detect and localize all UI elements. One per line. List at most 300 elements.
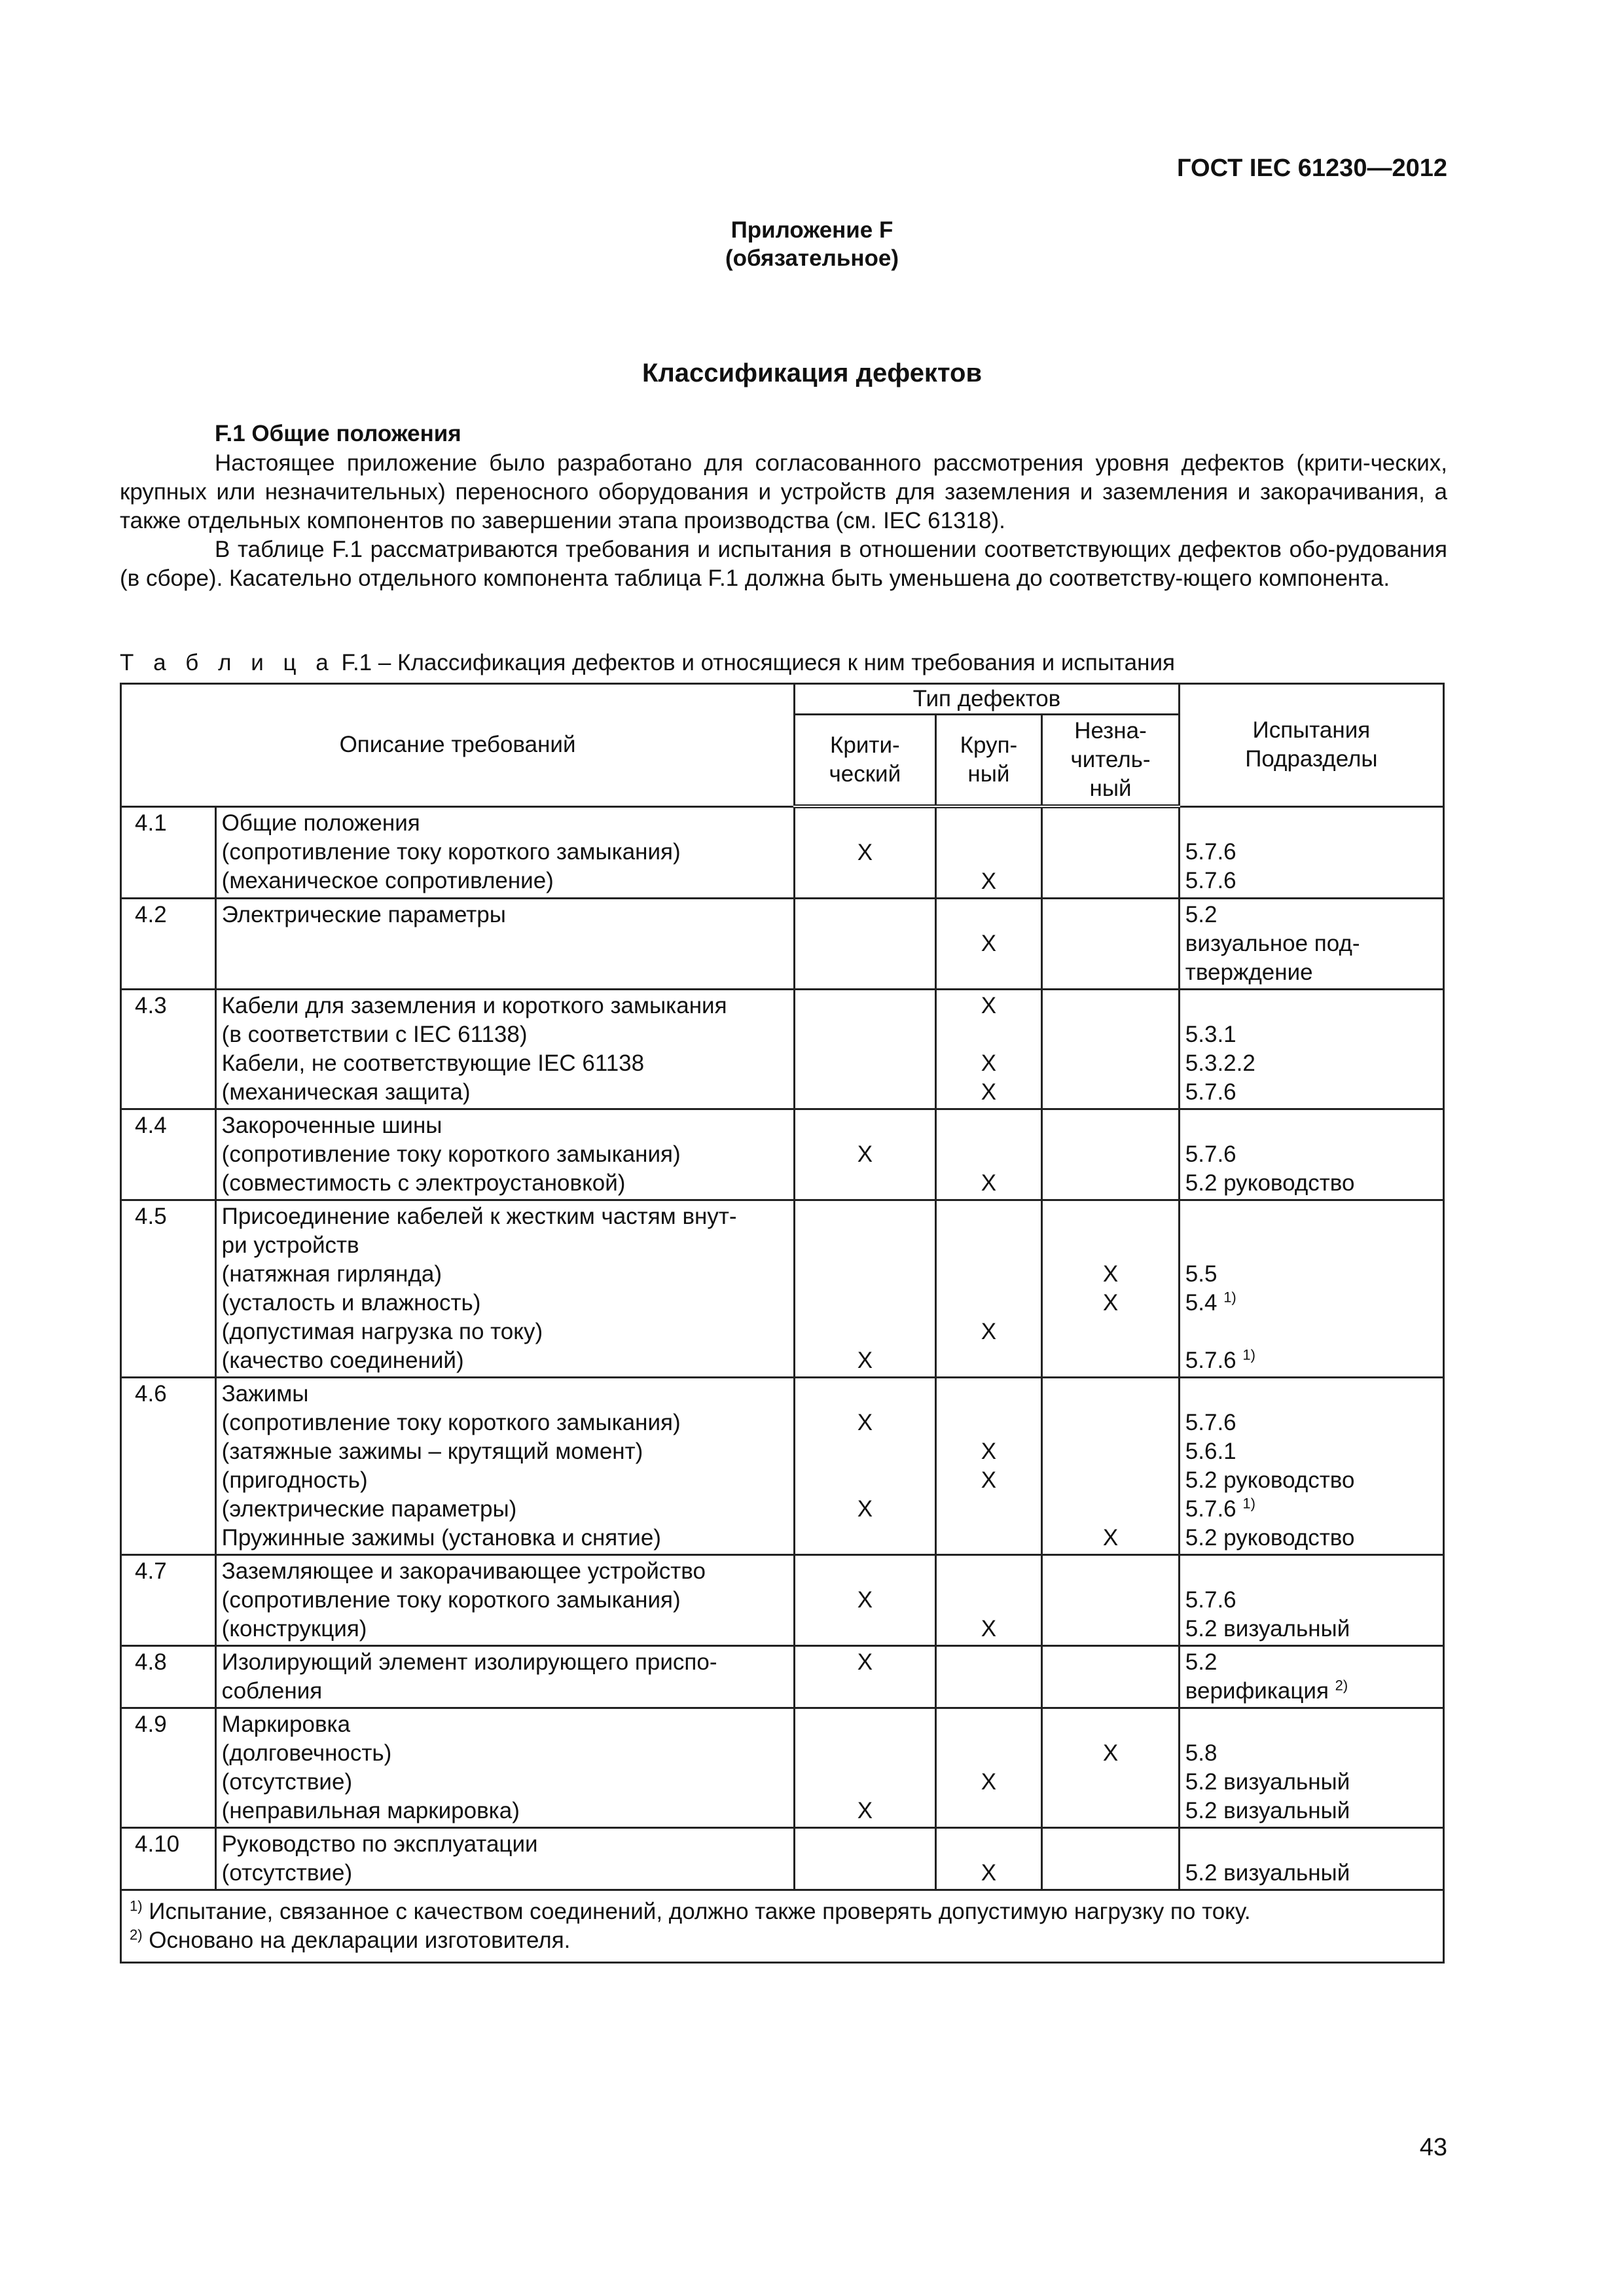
header-minor [1042,715,1180,807]
defect-crit-cell [795,1646,936,1708]
test-line [1185,1830,1437,1859]
defect-minor-cell [1042,1378,1180,1555]
defect-mark: X [981,931,997,956]
row-description [215,1109,794,1200]
table-row [121,990,1444,1109]
test-line [1185,1260,1437,1289]
row-number-text: 4.6 [135,1381,167,1407]
test-line [1185,1202,1437,1231]
row-description [215,806,794,899]
defect-crit-cell [795,1708,936,1828]
defect-mark [1048,1346,1173,1375]
description-line: (сопротивление току короткого замыкания) [221,1587,681,1613]
defect-mark [801,1078,929,1107]
defect-crit-cell [795,1109,936,1200]
description-line: (в соответствии с IEC 61138) [221,1022,528,1047]
defect-mark [1048,1768,1173,1797]
defect-mark [942,1020,1036,1049]
description-line: (допустимая нагрузка по току) [221,1319,543,1344]
table-row [121,1555,1444,1646]
footnote-ref: 1) [1242,1346,1255,1363]
defect-mark [1048,1615,1173,1643]
row-tests [1179,990,1443,1109]
defect-mark [1048,1495,1173,1524]
row-number-text: 4.10 [135,1831,180,1857]
description-line: (механическое сопротивление) [221,867,554,893]
row-description [215,1708,794,1828]
defect-mark [801,867,929,896]
footnote-text: Испытание, связанное с качеством соединений, должно также проверять допустимую нагрузку по току. [142,1899,1251,1924]
row-tests [1179,899,1443,990]
defect-mark [801,1557,929,1586]
defects-table [120,683,1445,1964]
test-line [1185,1078,1437,1107]
page-title: Классификация дефектов [641,359,983,387]
description-line: (сопротивление току короткого замыкания) [221,838,681,865]
defect-mark: X [981,1319,997,1344]
defect-mark [801,929,929,958]
row-description [215,1378,794,1555]
defect-mark [1048,1466,1173,1495]
test-line [1185,1318,1437,1346]
test-text: 5.7.6 [1185,1079,1236,1105]
header-description: Описание требований [121,684,795,807]
defect-mark [942,1289,1036,1318]
defect-mark: X [981,869,997,894]
defect-mark [801,958,929,987]
test-text: 5.7.6 [1185,1410,1236,1435]
test-line [1185,809,1437,838]
defect-mark [1048,1049,1173,1078]
table-caption-prefix: Т а б л и ц а [120,650,335,675]
defect-mark [801,1231,929,1260]
defect-crit-cell [795,1828,936,1890]
test-line [1185,1049,1437,1078]
defect-mark [942,838,1036,867]
footnote-ref: 1) [1242,1495,1255,1512]
test-line [1185,1495,1437,1524]
description-line [222,958,788,987]
test-text: 5.2 руководство [1185,1170,1355,1196]
description-line: Маркировка [221,1712,351,1737]
test-text: 5.7.6 [1185,1496,1236,1522]
test-text: 5.2 визуальный [1185,1860,1350,1886]
description-line: (отсутствие) [221,1860,353,1886]
description-line: (сопротивление току короткого замыкания) [221,1141,681,1167]
test-text: 5.3.1 [1185,1022,1236,1047]
header-defect-type: Тип дефектов [795,684,1180,715]
description-line: собления [221,1678,323,1704]
test-line [1185,1289,1437,1318]
defect-mark [801,1859,929,1888]
defect-mark [942,1231,1036,1260]
row-description [215,990,794,1109]
defect-minor-cell [1042,1708,1180,1828]
defect-mark [942,1380,1036,1408]
defect-crit-cell [795,899,936,990]
header-major-text: Круп-ный [960,732,1018,787]
description-line: (усталость и влажность) [221,1290,481,1316]
defect-crit-cell [795,1555,936,1646]
row-tests [1179,1828,1443,1890]
defect-mark [801,992,929,1020]
test-line [1185,1380,1437,1408]
description-line: Кабели для заземления и короткого замыкания [221,993,727,1018]
defect-mark [942,1202,1036,1231]
test-text: 5.3.2.2 [1185,1050,1255,1076]
footnote [130,1926,1435,1955]
table-row [121,1378,1444,1555]
defect-mark [801,1739,929,1768]
defect-mark [942,1739,1036,1768]
description-line: Руководство по эксплуатации [221,1831,538,1857]
description-line: Электрические параметры [221,902,506,927]
test-text: 5.7.6 [1185,1141,1236,1167]
defect-major-cell [935,990,1042,1109]
test-line [1185,1169,1437,1198]
paragraph-2-text: В таблице F.1 рассматриваются требования и испытания в отношении соответствующих дефектов обо-рудования (в сборе). Касательно отдельного компонента таблица F.1 должна быть уменьшена до соответству-ющего компонента. [120,537,1447,591]
footnote [130,1897,1435,1926]
table-row [121,1828,1444,1890]
row-number-text: 4.5 [135,1204,167,1229]
table-row [121,899,1444,990]
defect-mark: X [981,1079,997,1105]
defect-mark [942,1495,1036,1524]
test-line [1185,1466,1437,1495]
row-number [121,1828,216,1890]
defect-mark [801,1020,929,1049]
defect-mark: X [857,1410,873,1435]
test-line [1185,1615,1437,1643]
defect-major-cell [935,1708,1042,1828]
test-text: 5.2 руководство [1185,1525,1355,1551]
description-line: (качество соединений) [221,1348,464,1373]
test-text: 5.2 визуальный [1185,1798,1350,1823]
table-row [121,1708,1444,1828]
description-line: Общие положения [221,810,420,836]
defect-mark [942,1346,1036,1375]
description-line: Заземляющее и закорачивающее устройство [221,1558,706,1584]
defect-mark [942,958,1036,987]
document-code: ГОСТ IEC 61230—2012 [1177,154,1447,182]
defect-mark [942,1524,1036,1552]
table-caption [120,650,1175,676]
test-line [1185,901,1437,929]
test-text: 5.8 [1185,1740,1218,1766]
row-description [215,1200,794,1378]
row-number-text: 4.7 [135,1558,167,1584]
defect-mark [801,810,929,838]
description-line: (отсутствие) [221,1769,353,1795]
row-description [215,899,794,990]
appendix-status: (обязательное) [725,245,899,271]
row-number [121,1109,216,1200]
test-line [1185,1677,1437,1706]
defect-mark: X [857,1141,873,1167]
defect-mark [1048,958,1173,987]
defect-mark [801,1437,929,1466]
description-line: (сопротивление току короткого замыкания) [221,1410,681,1435]
defect-mark [1048,1020,1173,1049]
description-line: (конструкция) [221,1616,367,1641]
defect-mark [1048,1859,1173,1888]
table-row [121,806,1444,899]
test-text: 5.2 визуальный [1185,1769,1350,1795]
defect-mark [942,1830,1036,1859]
footnotes-row [121,1890,1444,1963]
page-number: 43 [1419,2134,1447,2161]
test-line [1185,1140,1437,1169]
test-line [1185,1524,1437,1552]
paragraph-1 [120,449,1447,535]
description-line: (долговечность) [221,1740,392,1766]
defect-mark [801,1830,929,1859]
defect-mark [1048,1710,1173,1739]
defect-major-cell [935,806,1042,899]
test-text: 5.7.6 [1185,1348,1236,1373]
row-tests [1179,1646,1443,1708]
defect-mark: X [981,1467,997,1493]
defect-crit-cell [795,1378,936,1555]
description-line [222,929,788,958]
test-line [1185,1768,1437,1797]
defect-mark [1048,1437,1173,1466]
description-line: (электрические параметры) [221,1496,517,1522]
row-number [121,1708,216,1828]
defect-minor-cell [1042,1646,1180,1708]
row-number [121,806,216,899]
defect-mark [942,1140,1036,1169]
description-line: Изолирующий элемент изолирующего приспо- [221,1649,717,1675]
defect-mark [942,1111,1036,1140]
defect-mark [1048,867,1173,896]
row-number [121,899,216,990]
defect-mark [1048,838,1173,867]
footnote-ref: 1) [1223,1289,1236,1306]
defect-mark [942,1586,1036,1615]
test-line [1185,1586,1437,1615]
defect-mark [1048,1169,1173,1198]
defect-crit-cell [795,806,936,899]
defect-mark [1048,1111,1173,1140]
defect-crit-cell [795,1200,936,1378]
description-line: Присоединение кабелей к жестким частям внут- [221,1204,737,1229]
defect-mark [1048,1408,1173,1437]
defect-minor-cell [1042,1555,1180,1646]
defect-mark: X [981,1860,997,1886]
defect-mark: X [981,1050,997,1076]
test-text: 5.6.1 [1185,1439,1236,1464]
row-description [215,1555,794,1646]
description-line: (затяжные зажимы – крутящий момент) [221,1439,643,1464]
defect-mark [801,1260,929,1289]
defect-mark [942,1797,1036,1825]
test-text: 5.2 руководство [1185,1467,1355,1493]
test-text: 5.2 визуальный [1185,1616,1350,1641]
defect-mark [801,1466,929,1495]
test-line [1185,1557,1437,1586]
row-number-text: 4.4 [135,1113,167,1138]
description-line: (совместимость с электроустановкой) [221,1170,626,1196]
defect-mark: X [981,1769,997,1795]
header-critical [795,715,936,807]
defect-mark: X [1102,1740,1119,1766]
defect-mark [942,1260,1036,1289]
defect-mark: X [857,1649,873,1675]
test-line [1185,1710,1437,1739]
row-number [121,990,216,1109]
test-line [1185,1648,1437,1677]
defect-mark [801,1768,929,1797]
defect-minor-cell [1042,899,1180,990]
defect-mark [1048,1231,1173,1260]
description-line: ри устройств [221,1232,359,1258]
test-line [1185,1797,1437,1825]
header-tests [1179,684,1443,807]
defect-mark: X [857,1587,873,1613]
defect-mark: X [857,1496,873,1522]
test-text: верификация [1185,1678,1329,1704]
defect-mark [801,1202,929,1231]
test-line [1185,1020,1437,1049]
defect-minor-cell [1042,1109,1180,1200]
defect-mark: X [981,1616,997,1641]
test-line [1185,992,1437,1020]
defect-mark [801,1524,929,1552]
footnote-text: Основано на декларации изготовителя. [142,1928,571,1953]
description-line: Закороченные шины [221,1113,442,1138]
row-number-text: 4.3 [135,993,167,1018]
defect-mark [801,1710,929,1739]
row-description [215,1646,794,1708]
paragraph-2 [120,535,1447,593]
row-description [215,1828,794,1890]
row-number [121,1378,216,1555]
defect-minor-cell [1042,806,1180,899]
section-heading: F.1 Общие положения [215,421,461,446]
description-line: Кабели, не соответствующие IEC 61138 [221,1050,645,1076]
row-tests [1179,1378,1443,1555]
test-text: 5.7.6 [1185,1587,1236,1613]
table-caption-text: F.1 – Классификация дефектов и относящиеся к ним требования и испытания [334,650,1175,675]
test-line [1185,1111,1437,1140]
header-major [935,715,1042,807]
defect-mark [1048,1648,1173,1677]
row-number-text: 4.1 [135,810,167,836]
defect-mark: X [1102,1525,1119,1551]
header-critical-text: Крити-ческий [829,732,901,787]
test-line [1185,1739,1437,1768]
defect-mark [1048,1677,1173,1706]
defect-mark: X [981,1439,997,1464]
defect-major-cell [935,1646,1042,1708]
defect-mark [801,1289,929,1318]
defect-crit-cell [795,990,936,1109]
defect-mark [1048,1380,1173,1408]
defect-mark [1048,1318,1173,1346]
defect-mark: X [981,993,997,1018]
defect-mark: X [857,1348,873,1373]
defect-mark [801,1380,929,1408]
test-text: 5.2 [1185,1649,1218,1675]
defect-major-cell [935,1200,1042,1378]
defect-mark [801,901,929,929]
defect-minor-cell [1042,1828,1180,1890]
footnote-mark: 1) [130,1897,143,1914]
defect-minor-cell [1042,990,1180,1109]
test-line [1185,1408,1437,1437]
test-line [1185,958,1437,987]
defect-mark [801,1615,929,1643]
test-text: 5.5 [1185,1261,1218,1287]
row-tests [1179,1200,1443,1378]
footnote-mark: 2) [130,1926,143,1943]
footnote-ref: 2) [1335,1677,1348,1694]
defect-mark: X [981,1170,997,1196]
test-line [1185,1437,1437,1466]
defect-mark [801,1169,929,1198]
defect-major-cell [935,1828,1042,1890]
row-number-text: 4.9 [135,1712,167,1737]
table-row [121,1200,1444,1378]
defect-mark [801,1049,929,1078]
description-line: Зажимы [221,1381,309,1407]
defect-major-cell [935,899,1042,990]
test-line [1185,929,1437,958]
test-line [1185,1231,1437,1260]
defect-mark [942,1677,1036,1706]
defect-mark [801,1677,929,1706]
test-text: тверждение [1185,960,1313,985]
test-text: 5.2 [1185,902,1218,927]
defect-major-cell [935,1555,1042,1646]
defect-mark: X [857,840,873,865]
defect-mark [942,810,1036,838]
defect-major-cell [935,1109,1042,1200]
row-tests [1179,1109,1443,1200]
defect-mark [1048,992,1173,1020]
defect-mark [1048,810,1173,838]
description-line: (натяжная гирлянда) [221,1261,442,1287]
defect-mark: X [1102,1261,1119,1287]
defect-mark [801,1318,929,1346]
defect-mark [801,1111,929,1140]
defect-minor-cell [1042,1200,1180,1378]
defect-mark [942,1648,1036,1677]
defect-mark [1048,929,1173,958]
test-text: 5.4 [1185,1290,1218,1316]
row-number [121,1555,216,1646]
description-line: (пригодность) [221,1467,368,1493]
defect-mark [1048,1557,1173,1586]
defect-mark [942,1557,1036,1586]
row-tests [1179,806,1443,899]
test-text: визуальное под- [1185,931,1360,956]
header-minor-text: Незна-читель-ный [1070,718,1151,801]
row-number-text: 4.2 [135,902,167,927]
defect-mark [1048,1586,1173,1615]
table-row [121,1646,1444,1708]
table-row [121,1109,1444,1200]
row-number [121,1646,216,1708]
paragraph-1-text: Настоящее приложение было разработано для согласованного рассмотрения уровня дефектов (крити-ческих, крупных или незначительных) переносного оборудования и устройств для заземления и заземления и закорачивания, а также отдельных компонентов по завершении этапа производства (см. IEC 61318). [120,450,1447,533]
defect-mark [1048,1797,1173,1825]
row-tests [1179,1555,1443,1646]
row-tests [1179,1708,1443,1828]
test-line [1185,1346,1437,1375]
defect-mark [1048,1202,1173,1231]
defect-mark: X [1102,1290,1119,1316]
